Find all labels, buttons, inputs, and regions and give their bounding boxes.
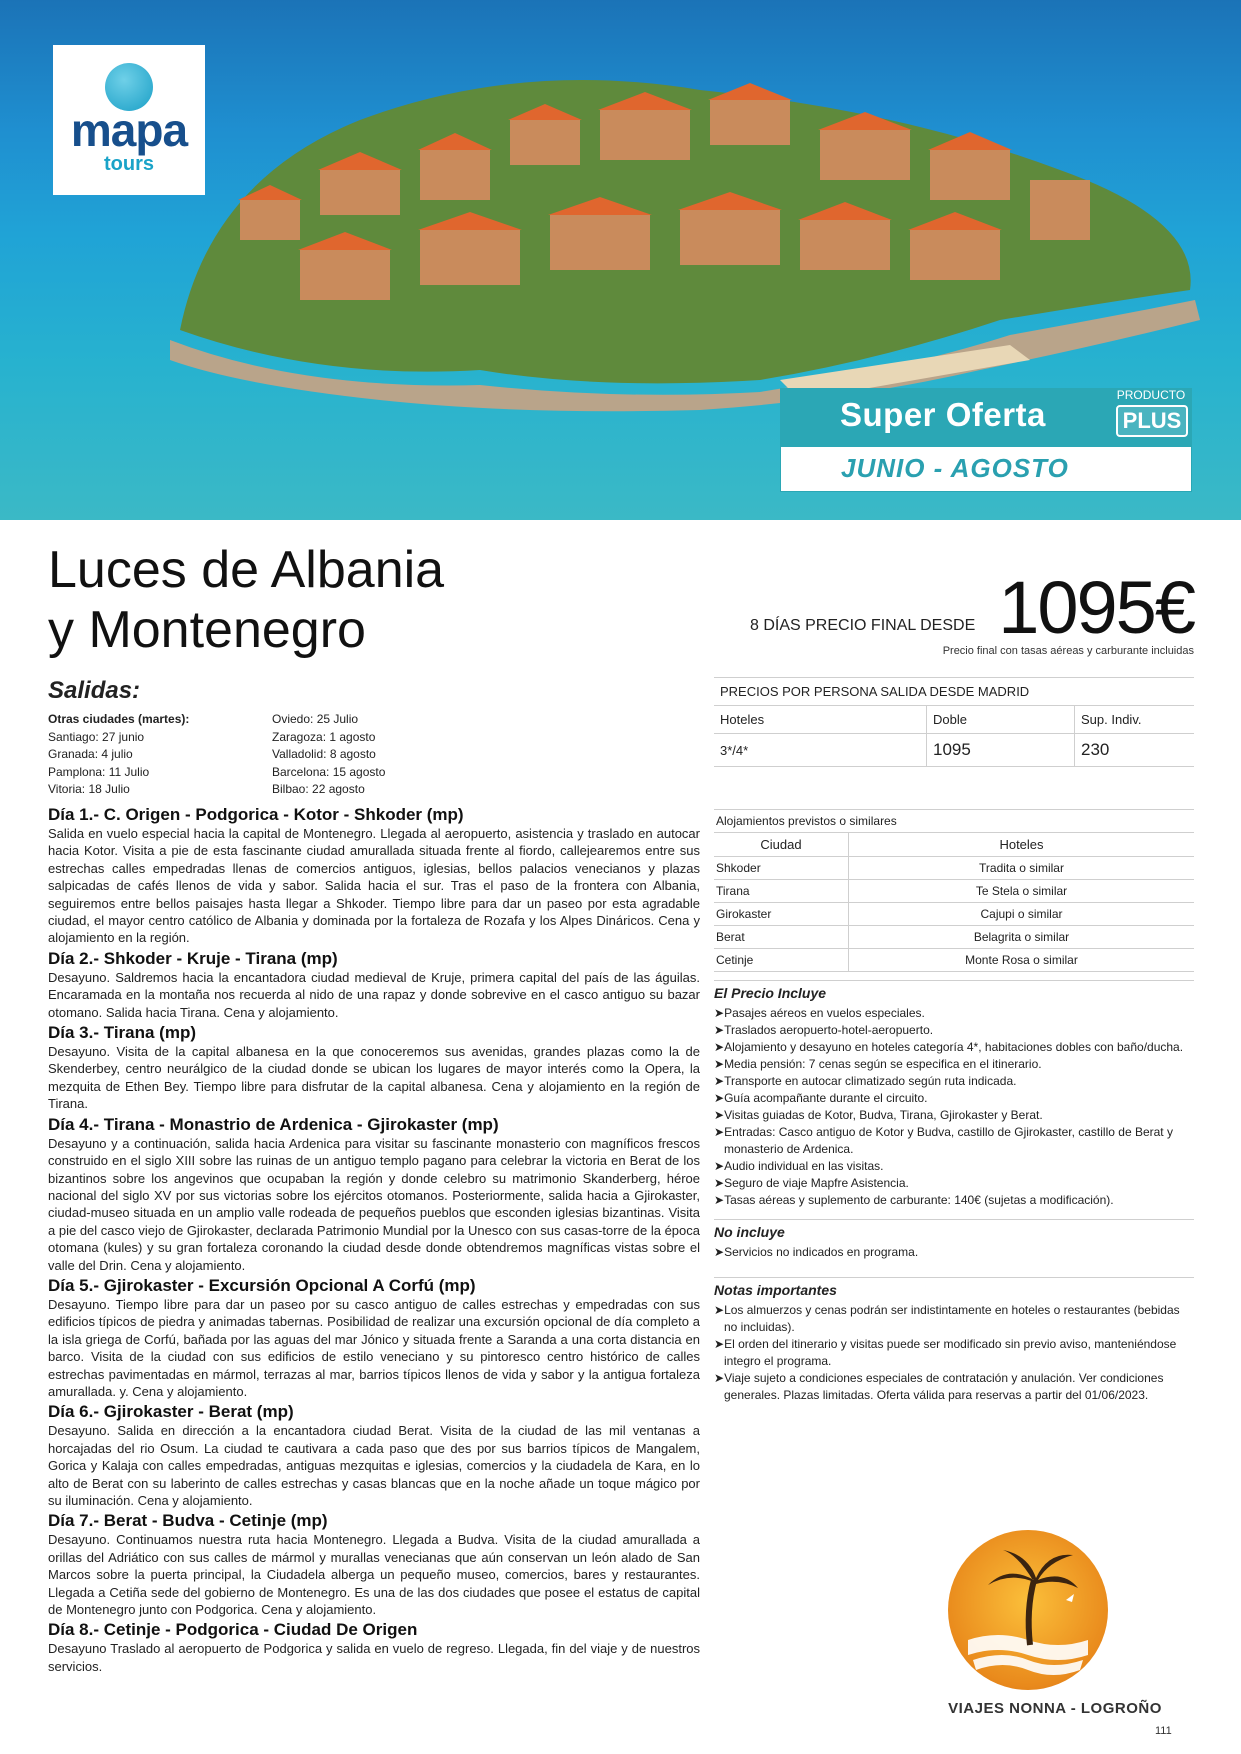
price-note: Precio final con tasas aéreas y carburante incluidas	[942, 645, 1194, 657]
hotel-city: Cetinje	[714, 949, 849, 972]
day-4	[48, 1115, 700, 1274]
price-cell: 230	[1075, 734, 1195, 767]
day-3	[48, 1023, 700, 1113]
offer-title: Super Oferta	[840, 396, 1046, 433]
salidas-title: Salidas:	[48, 677, 141, 704]
list-item: ➤Media pensión: 7 cenas según se especifica en el itinerario.	[714, 1057, 1042, 1071]
table-row	[714, 926, 1194, 949]
table-row	[714, 857, 1194, 880]
salida-item: Santiago: 27 junio	[48, 729, 145, 744]
salidas-col2	[272, 711, 385, 799]
day-text: Desayuno. Salida en dirección a la encantadora ciudad Berat. Visita de la ciudad de las mil ventanas a horcajadas del rio Osum. La ciudad te cautivara a cada paso que des por sus barrios típicos de Mangalem, Gorica y Kalaja con calles empedradas, antiguas mezquitas e iglesias, comercios y la ciudadela de Kara, en lo alto de Berat con su laberinto de calles estrechas y casas blancas que en la noche añade un toque mágico por su iluminación. Cena y alojamiento.	[48, 1423, 700, 1508]
itinerary	[48, 805, 700, 1677]
salida-item: Vitoria: 18 Julio	[48, 782, 130, 796]
salida-item: Granada: 4 julio	[48, 747, 133, 761]
hotels-header: Hoteles	[849, 833, 1195, 857]
list-item: ➤Traslados aeropuerto-hotel-aeropuerto.	[714, 1023, 934, 1037]
palm-tree-sunset-seal-icon	[948, 1530, 1108, 1690]
day-title: Día 7.- Berat - Budva - Cetinje (mp)	[48, 1511, 328, 1531]
list-item: ➤Alojamiento y desayuno en hoteles categoría 4*, habitaciones dobles con baño/ducha.	[714, 1040, 1184, 1054]
list-item: ➤Los almuerzos y cenas podrán ser indistintamente en hoteles o restaurantes (bebidas no incluidas).	[714, 1303, 1180, 1334]
badge-small-text: PRODUCTO	[1116, 388, 1186, 402]
day-title: Día 3.- Tirana (mp)	[48, 1023, 196, 1043]
price-cell: 3*/4*	[714, 734, 927, 767]
list-item: ➤Tasas aéreas y suplemento de carburante: 140€ (sujetas a modificación).	[714, 1193, 1114, 1207]
hotel-city: Shkoder	[714, 857, 849, 880]
not-included-title: No incluye	[714, 1219, 1194, 1244]
logo-sub: tours	[104, 153, 154, 175]
hotel-name: Te Stela o similar	[849, 880, 1195, 903]
list-item: ➤Viaje sujeto a condiciones especiales de contratación y anulación. Ver condiciones generales. Plazas limitadas. Oferta válida para reservas a partir del 01/06/2023.	[714, 1371, 1164, 1402]
price-value: 1095€	[998, 566, 1194, 649]
super-offer-banner	[780, 388, 1192, 446]
hotel-city: Girokaster	[714, 903, 849, 926]
salida-item: Valladolid: 8 agosto	[272, 747, 376, 761]
day-title: Día 5.- Gjirokaster - Excursión Opcional A Corfú (mp)	[48, 1275, 476, 1295]
notes-section	[714, 1277, 1194, 1404]
list-item: ➤Audio individual en las visitas.	[714, 1159, 884, 1173]
hotel-name: Cajupi o similar	[849, 903, 1195, 926]
hero-image	[0, 0, 1241, 520]
list-item: ➤Entradas: Casco antiguo de Kotor y Budva, castillo de Gjirokaster, castillo de Berat y monasterio de Ardenica.	[714, 1125, 1173, 1156]
salida-item: Barcelona: 15 agosto	[272, 764, 386, 779]
day-7	[48, 1511, 700, 1618]
trip-title-line1: Luces de Albania	[48, 541, 445, 599]
day-text: Desayuno. Continuamos nuestra ruta hacia Montenegro. Llegada a Budva. Visita de la ciudad amurallada a orillas del Adriático con sus calles de mármol y murallas venecianas que aún conservan un león alado de San Marcos sobre la puerta principal, la Ciudadela alberga un pequeño museo, comercios, bares y restaurantes. Llegada a Cetiña sede del gobierno de Montenegro. Es una de las dos ciudades que posee el estatus de capital de Montenegro junto con Podgorica. Cena y alojamiento.	[48, 1532, 700, 1618]
salida-item: Zaragoza: 1 agosto	[272, 729, 376, 744]
not-included-section	[714, 1219, 1194, 1261]
hotel-name: Belagrita o similar	[849, 926, 1195, 949]
includes-title: El Precio Incluye	[714, 980, 1194, 1005]
mapa-tours-logo	[53, 45, 205, 195]
day-title: Día 8.- Cetinje - Podgorica - Ciudad De Origen	[48, 1620, 418, 1640]
producto-plus-badge	[1110, 388, 1192, 438]
salida-item: Oviedo: 25 Julio	[272, 712, 359, 726]
day-1	[48, 805, 700, 947]
day-5	[48, 1276, 700, 1400]
price-header: Doble	[927, 706, 1075, 734]
day-title: Día 2.- Shkoder - Kruje - Tirana (mp)	[48, 948, 338, 968]
list-item: ➤Visitas guiadas de Kotor, Budva, Tirana, Gjirokaster y Berat.	[714, 1108, 1043, 1122]
salida-item: Otras ciudades (martes):	[48, 712, 190, 726]
day-text: Desayuno Traslado al aeropuerto de Podgorica y salida en vuelo de regreso. Llegada, fin del viaje y de nuestros servicios.	[48, 1641, 700, 1674]
season-text: JUNIO - AGOSTO	[841, 453, 1069, 483]
list-item: ➤Guía acompañante durante el circuito.	[714, 1091, 928, 1105]
includes-section	[714, 980, 1194, 1209]
price-table-title: PRECIOS POR PERSONA SALIDA DESDE MADRID	[714, 678, 1194, 706]
salidas-col1	[48, 711, 189, 799]
day-title: Día 4.- Tirana - Monastrio de Ardenica - Gjirokaster (mp)	[48, 1114, 499, 1134]
day-title: Día 6.- Gjirokaster - Berat (mp)	[48, 1402, 294, 1422]
page-code: 111	[1155, 1725, 1172, 1737]
price-table	[714, 677, 1194, 767]
hotel-city: Tirana	[714, 880, 849, 903]
season-banner	[780, 446, 1192, 492]
salida-item: Pamplona: 11 Julio	[48, 764, 150, 779]
price-block	[700, 565, 1194, 660]
day-title: Día 1.- C. Origen - Podgorica - Kotor - Shkoder (mp)	[48, 805, 464, 824]
notes-title: Notas importantes	[714, 1277, 1194, 1302]
list-item: ➤Seguro de viaje Mapfre Asistencia.	[714, 1176, 909, 1190]
day-text: Desayuno y a continuación, salida hacia Ardenica para visitar su fascinante monasterio con magníficos frescos construido en el siglo XIII sobre las ruinas de un antiguo templo pagano para celebrar la victoria en Berat de los bizantinos sobre los angevinos que ocupaban la región y donde celebro su matrimonio Skanderberg, héroe nacional del siglo XV por sus victorias sobre los ejércitos otomanos. Posteriormente, salida hacia a Gjirokaster, ciudad-museo situada en un amplio valle rodeada de pequeños pueblos que esconden iglesias bizantinas. Visita a pie del casco viejo de Gjirokaster, declarada Patrimonio Mundial por la Unesco con sus casas-torre de la época otomana (kules) y su gran fortaleza coronando la ciudad desde donde obtendremos magníficas vistas sobre el valle del Drin. Cena y alojamiento.	[48, 1135, 700, 1273]
hotel-city: Berat	[714, 926, 849, 949]
right-column	[714, 677, 1194, 1404]
list-item: ➤Pasajes aéreos en vuelos especiales.	[714, 1006, 925, 1020]
day-text: Salida en vuelo especial hacia la capital de Montenegro. Llegada al aeropuerto, asistencia y traslado en autocar hacia Kotor. Visita a pie de esta fascinante ciudad amurallada situada frente al fiordo, callejearemos entre sus estrechas calles empedradas llenas de comercios antiguos, iglesias, bellos palacios venecianos y plazas salpicadas de cafés llenos de vida y sabor. Salida hacia el sur. Tras el paso de la frontera con Albania, seguiremos entre bellos paisajes hasta llegar a Shkoder. Tiempo libre para dar un paseo por esta agradable ciudad, el mayor centro católico de Albania y dominada por la fortaleza de Rozafa y los Alpes Dináricos. Cena y alojamiento en la región.	[48, 826, 700, 946]
day-8	[48, 1620, 700, 1675]
table-row	[714, 949, 1194, 972]
hotel-name: Monte Rosa o similar	[849, 949, 1195, 972]
trip-title-line2: y Montenegro	[48, 601, 366, 659]
price-header: Hoteles	[714, 706, 927, 734]
table-row	[714, 880, 1194, 903]
hotels-table	[714, 809, 1194, 972]
logo-name: mapa	[70, 104, 188, 156]
list-item: ➤Transporte en autocar climatizado según ruta indicada.	[714, 1074, 1017, 1088]
day-text: Desayuno. Tiempo libre para dar un paseo por su casco antiguo de calles estrechas y empedradas con sus edificios típicos de piedra y animadas tabernas. Posibilidad de realizar una excursión opcional de día completo a la isla griega de Corfú, bañada por las aguas del mar Jónico y situada frente a Saranda a una corta distancia en barco. Visita de la ciudad con sus edificios de estilo veneciano y su pintoresco centro histórico de calles estrechas pavimentadas en mármol, terrazas al mar, barrios típicos llenos de vida y sabor y la antigua fortaleza amurallada. y. Cena y alojamiento.	[48, 1296, 700, 1399]
day-text: Desayuno. Visita de la capital albanesa en la que conoceremos sus avenidas, grandes plazas como la de Skenderbey, centro neurálgico de la ciudad donde se ubican los lugares de mayor interés como la Opera, la mezquita de Ethen Bey. Tiempo libre para disfrutar de la capital albanesa. Cena y alojamiento en la región de Tirana.	[48, 1044, 700, 1112]
badge-big-text: PLUS	[1116, 405, 1188, 437]
list-item: ➤Servicios no indicados en programa.	[714, 1245, 919, 1259]
price-label: 8 DÍAS PRECIO FINAL DESDE	[750, 617, 976, 634]
list-item: ➤El orden del itinerario y visitas puede ser modificado sin previo aviso, manteniéndose integro el programa.	[714, 1337, 1177, 1368]
day-text: Desayuno. Saldremos hacia la encantadora ciudad medieval de Kruje, primera capital del país de las águilas. Encaramada en la montaña nos recuerda al nido de una rapaz y donde sobrevive en el casco antiguo su bazar otomano. Salida hacia Tirana. Cena y alojamiento.	[48, 969, 700, 1020]
price-header: Sup. Indiv.	[1075, 706, 1195, 734]
hotels-header: Ciudad	[714, 833, 849, 857]
day-2	[48, 949, 700, 1021]
agency-name: VIAJES NONNA - LOGROÑO	[948, 1700, 1162, 1717]
price-cell: 1095	[927, 734, 1075, 767]
table-row	[714, 903, 1194, 926]
trip-title	[48, 540, 444, 660]
hotels-table-title: Alojamientos previstos o similares	[714, 810, 1194, 833]
salida-item: Bilbao: 22 agosto	[272, 782, 365, 796]
hotel-name: Tradita o similar	[849, 857, 1195, 880]
day-6	[48, 1402, 700, 1509]
